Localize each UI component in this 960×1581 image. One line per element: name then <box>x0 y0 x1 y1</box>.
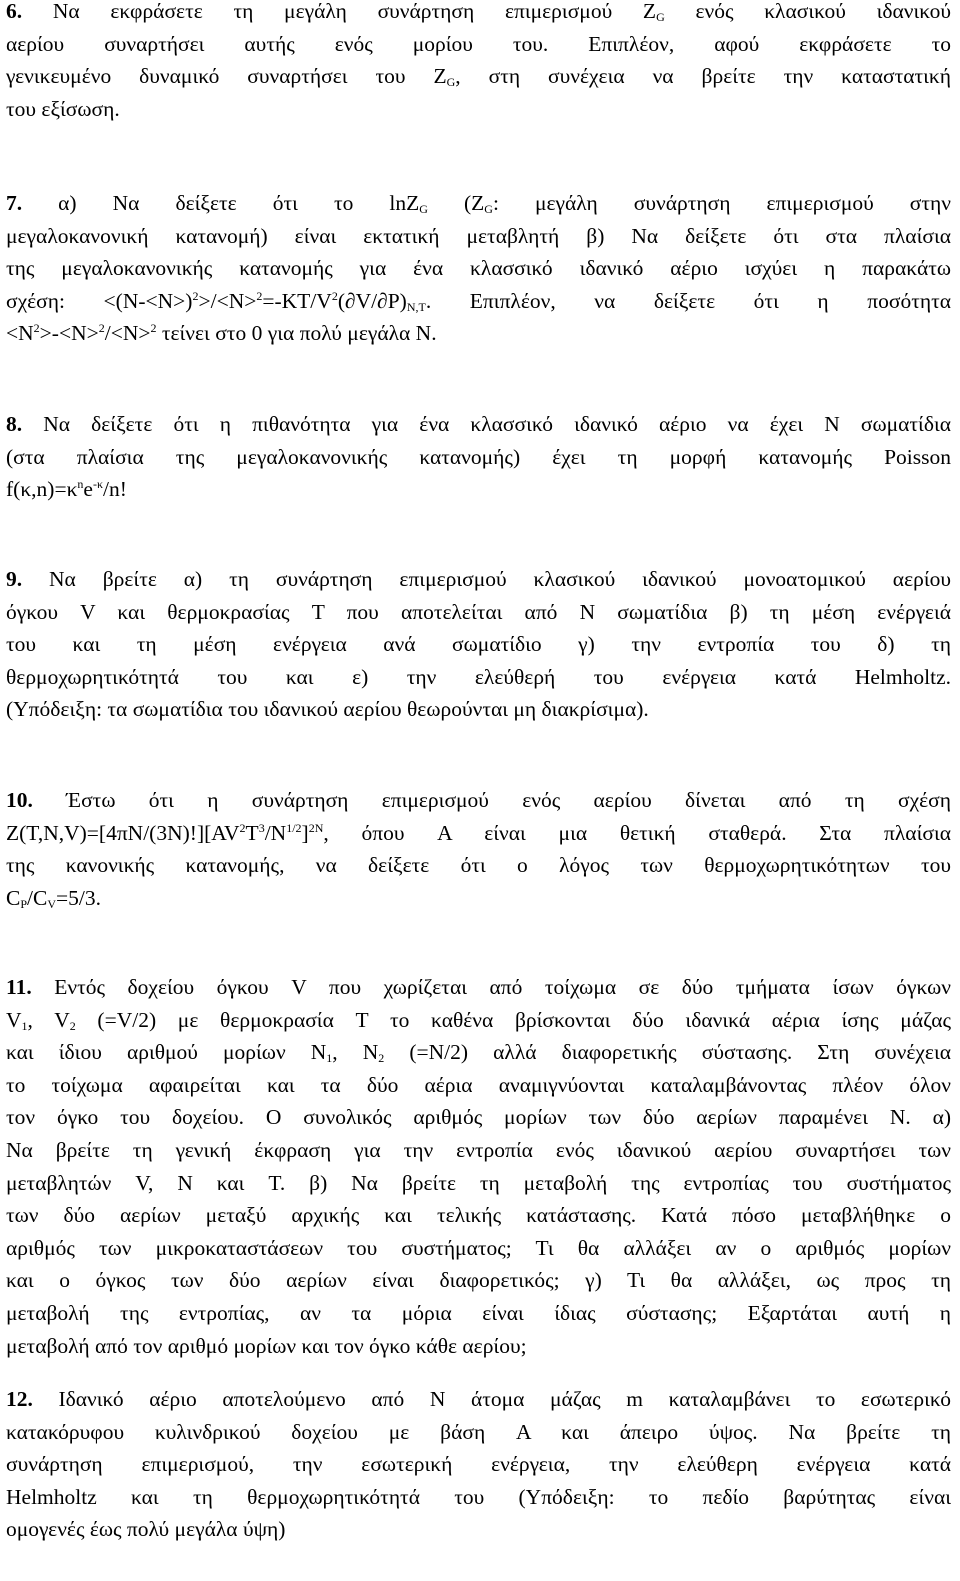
problem-line: 9. Να βρείτε α) τη συνάρτηση επιμερισμού κλασικού ιδανικού μονοατομικού αερίου <box>6 567 952 591</box>
problem-line: 7. α) Να δείξετε ότι το lnZ$_G$ ($Z_G$: μεγάλη συνάρτηση επιμερισμού στην <box>6 191 951 216</box>
problem-line: και ο όγκος των δύο αερίων είναι διαφορετικός; γ) Τι θα αλλάξει, ως προς τη <box>6 1268 951 1293</box>
problem-12 <box>6 1383 951 1546</box>
problem-number: 6. <box>6 0 23 23</box>
problem-line: γενικευμένο δυναμικό συναρτήσει του $Z_G$, στη συνέχεια να βρείτε την καταστατική <box>6 64 951 90</box>
problem-line: $<N^2>-<N>^2/<N>^2$ τείνει στο 0 για πολύ μεγάλα N. <box>6 321 437 346</box>
problem-line: $Z(T,N,V)=[4\pi N/(3N)!][AV^2T^3/N^{1/2}]^{2N}$, όπου A είναι μια θετική σταθερά. Στα πλαίσια <box>6 820 951 845</box>
problem-line: Helmholtz και τη θερμοχωρητικότητά του (Υπόδειξη: το πεδίο βαρύτητας είναι <box>6 1484 951 1509</box>
problem-line: της κανονικής κατανομής, να δείξετε ότι ο λόγος των θερμοχωρητικότητων του <box>6 853 951 878</box>
problem-line: θερμοχωρητικότητά του και ε) την ελεύθερή του ενέργεια κατά Helmholtz. <box>6 664 951 689</box>
problem-line: (στα πλαίσια της μεγαλοκανονικής κατανομής) έχει τη μορφή κατανομής Poisson <box>6 444 951 469</box>
problem-line: Να βρείτε τη γενική έκφραση για την εντροπία ενός ιδανικού αερίου συναρτήσει των <box>6 1137 951 1162</box>
problem-number: 7. <box>6 191 23 215</box>
problem-number: 9. <box>6 567 23 591</box>
problem-line: του και τη μέση ενέργεια ανά σωματίδιο γ) την εντροπία του δ) τη <box>6 632 951 657</box>
problem-line: μεγαλοκανονική κατανομή) είναι εκτατική μεταβλητή β) Να δείξετε ότι στα πλαίσια <box>6 223 951 248</box>
problem-line: αριθμός των μικροκαταστάσεων του συστήματος; Τι θα αλλάξει αν ο αριθμός μορίων <box>6 1235 951 1260</box>
problem-line: της μεγαλοκανονικής κατανομής για ένα κλασσικό ιδανικό αέριο ισχύει η παρακάτω <box>6 256 951 281</box>
problem-11 <box>6 971 951 1362</box>
problem-number: 8. <box>6 412 23 436</box>
problem-number: 10. <box>6 788 33 812</box>
problem-line: σχέση: $<(N-<N>)^2>/<N>^2=-KT/V^2(\partial V/\partial P)_{N,T}$. Επιπλέον, να δείξετε ότι η ποσότητα <box>6 288 951 314</box>
problem-line: ομογενές έως πολύ μεγάλα ύψη) <box>6 1517 286 1542</box>
problem-line: 8. Να δείξετε ότι η πιθανότητα για ένα κλασσικό ιδανικό αέριο να έχει N σωματίδια <box>6 412 951 436</box>
problem-number: 12. <box>6 1387 33 1411</box>
problem-line: 12. Ιδανικό αέριο αποτελούμενο από N άτομα μάζας m καταλαμβάνει το εσωτερικό <box>6 1387 951 1411</box>
problem-line: 11. Εντός δοχείου όγκου V που χωρίζεται από τοίχωμα σε δύο τμήματα ίσων όγκων <box>6 975 951 999</box>
problem-line: μεταβλητών V, N και T. β) Να βρείτε τη μεταβολή της εντροπίας του συστήματος <box>6 1170 951 1195</box>
problem-line: $C_P/C_V=5/3$. <box>6 885 102 911</box>
problem-line: και ίδιου αριθμού μορίων $N_1$, $N_2$ (=N/2) αλλά διαφορετικής σύστασης. Στη συνέχεια <box>6 1040 951 1066</box>
problem-line: του εξίσωση. <box>6 96 120 121</box>
problem-line: $f(\kappa,n)=\kappa^ne^{-\kappa}/n$! <box>6 477 127 502</box>
problem-line: των δύο αερίων μεταξύ αρχικής και τελικής κατάστασης. Κατά πόσο μεταβλήθηκε ο <box>6 1203 951 1228</box>
problem-line: το τοίχωμα αφαιρείται και τα δύο αέρια αναμιγνύονται καταλαμβάνοντας πλέον όλον <box>6 1072 951 1097</box>
problem-line: συνάρτηση επιμερισμού, την εσωτερική ενέργεια, την ελεύθερη ενέργεια κατά <box>6 1452 951 1477</box>
problem-line: μεταβολή της εντροπίας, αν τα μόρια είναι ίδιας σύστασης; Εξαρτάται αυτή η <box>6 1300 951 1325</box>
problem-8 <box>6 408 951 506</box>
problem-line: αερίου συναρτήσει αυτής ενός μορίου του. Επιπλέον, αφού εκφράσετε το <box>6 31 951 56</box>
problem-7 <box>6 187 951 350</box>
problem-line: κατακόρυφου κυλινδρικού δοχείου με βάση A και άπειρο ύψος. Να βρείτε τη <box>6 1419 951 1444</box>
problem-line: τον όγκο του δοχείου. Ο συνολικός αριθμός μορίων των δύο αερίων παραμένει N. α) <box>6 1105 951 1130</box>
problem-6 <box>6 0 951 125</box>
problem-10 <box>6 784 951 914</box>
problem-line: όγκου V και θερμοκρασίας T που αποτελείται από N σωματίδια β) τη μέση ενέργειά <box>6 599 951 624</box>
problem-9 <box>6 563 951 726</box>
problem-number: 11. <box>6 975 32 999</box>
problem-line: 6. Να εκφράσετε τη μεγάλη συνάρτηση επιμερισμού $Z_G$ ενός κλασικού ιδανικού <box>6 0 952 24</box>
problem-line: 10. Έστω ότι η συνάρτηση επιμερισμού ενός αερίου δίνεται από τη σχέση <box>6 788 952 812</box>
problem-line: (Υπόδειξη: τα σωματίδια του ιδανικού αερίου θεωρούνται μη διακρίσιμα). <box>6 697 649 722</box>
problem-line: μεταβολή από τον αριθμό μορίων και τον όγκο κάθε αερίου; <box>6 1333 527 1358</box>
problem-line: $V_1$, $V_2$ (=V/2) με θερμοκρασία T το καθένα βρίσκονται δύο ιδανικά αέρια ίσης μάζας <box>6 1007 951 1033</box>
